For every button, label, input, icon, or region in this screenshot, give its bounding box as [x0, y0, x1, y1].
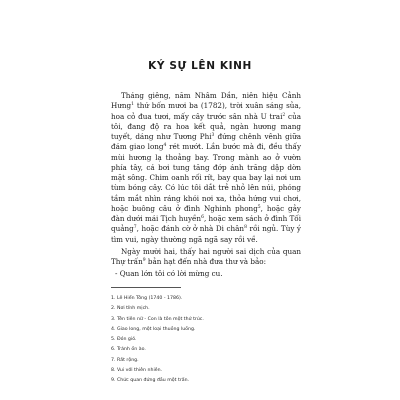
text-run: của tôi, đang độ ra hoa kết quả, ngàn hương mang tuyết, dáng như Tương Phi: [111, 111, 301, 141]
chapter-title: KÝ SỰ LÊN KINH: [148, 60, 252, 72]
footnote: 4. Giao long, một loại thuồng luồng.: [111, 326, 196, 332]
text-run: , hoặc đánh cờ ở nhà Di chân: [136, 224, 245, 234]
paragraph: [111, 247, 301, 268]
footnote-marker: 5: [257, 204, 261, 210]
text-run: Tháng giêng, năm Nhâm Dần, niên hiệu Cảnh Hưng: [111, 91, 301, 111]
text-run: rét mướt. Lần bước mà đi, đều thấy mùi hương lạ thoảng bay. Trong mành ao ở vườn phía tây, cá bơi tung tăng đớp ánh trăng dập dờn mặt sông. Chim oanh rối rít, bay qua bay lại nơi um tùm bóng cây. Có lúc tôi dắt trẻ nhỏ lên núi, phóng tầm mắt nhìn ráng khói nơi xa, thỏa hứng vui chơi, hoặc buông câu ở đình Nghinh phong: [111, 142, 301, 213]
footnote-separator: [111, 287, 181, 288]
chapter-body: [111, 91, 301, 280]
text-run: thứ bốn mươi ba (1782), trời xuân sáng sủa, hoa cỏ đua tươi, mấy cây trước sân nhà U trai: [111, 101, 301, 121]
footnote-marker: 1: [131, 102, 135, 108]
footnote: 6. Tránh ồn ào.: [111, 347, 146, 353]
text-run: Ngày mười hai, thấy hai người sai dịch của quan Thự trấn: [111, 246, 301, 266]
footnote-marker: 3: [211, 133, 215, 138]
footnote-marker: 9: [142, 258, 146, 263]
footnote-marker: 2: [282, 112, 286, 118]
footnote-marker: 4: [163, 143, 167, 149]
footnote-list: [111, 294, 301, 387]
quoted-speech: - Quan lớn tôi có lời mừng cu.: [115, 269, 223, 279]
text-run: rồi ngủ. Tùy ý tìm vui, ngày thường ngã ngã say rồi về.: [111, 224, 301, 244]
footnote: 9. Chức quan đứng đầu một trấn.: [111, 378, 190, 384]
footnote: 5. Đón gió.: [111, 337, 137, 343]
footnote-marker: 6: [201, 215, 204, 220]
paragraph: [111, 91, 301, 245]
text-run: , hoặc xem sách ở đình Tối quảng: [111, 214, 301, 234]
footnote-marker: 8: [244, 225, 247, 231]
footnote: 8. Vui với thiên nhiên.: [111, 368, 163, 374]
text-run: bản hạt đến nhà đưa thư và bảo:: [145, 257, 267, 266]
footnote: 1. Lê Hiển Tông (1740 - 1786).: [111, 296, 183, 301]
footnote: 3. Tên tiên nữ - Con là tôn một thứ trúc.: [111, 316, 204, 322]
text-run: đứng chênh vênh giữa đám giao long: [111, 132, 301, 152]
footnote: 2. Nơi tĩnh mịch.: [111, 306, 150, 312]
text-run: , hoặc gảy đàn dưới mái Tịch huyền: [111, 203, 301, 223]
footnote: 7. Rất rộng.: [111, 357, 139, 363]
footnote-marker: 7: [133, 225, 137, 231]
